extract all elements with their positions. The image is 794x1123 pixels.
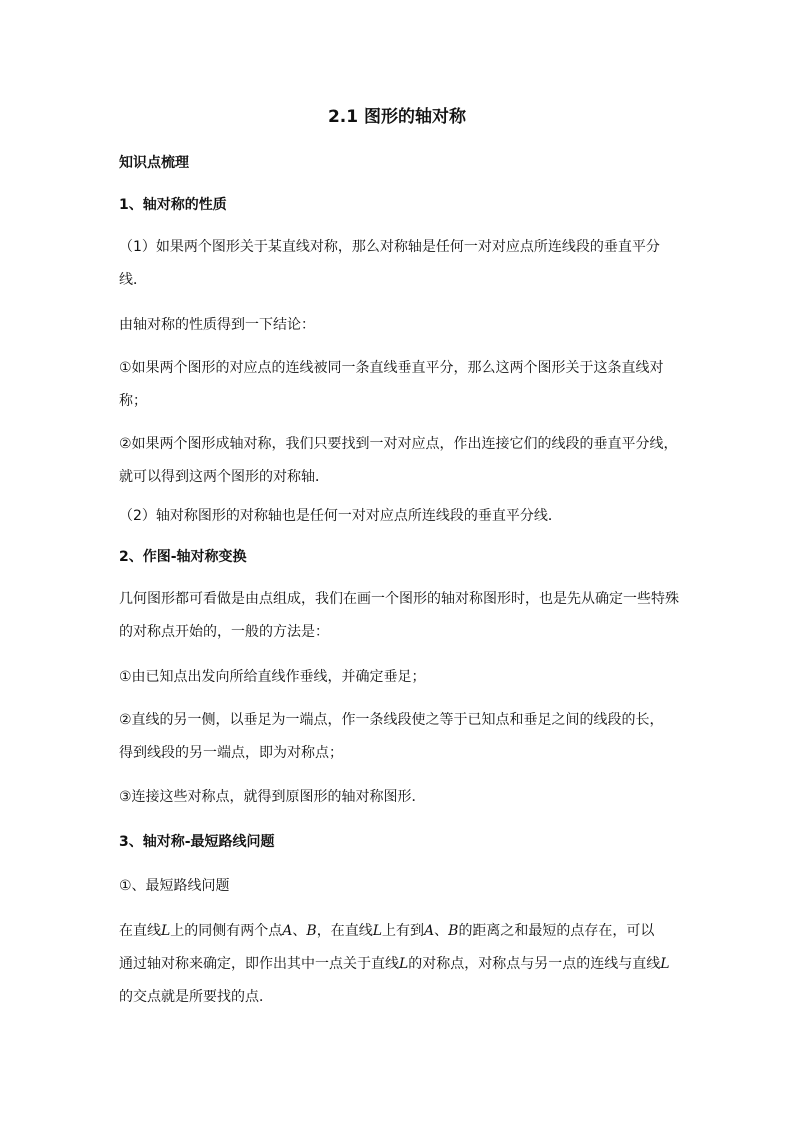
page-title: 2.1 图形的轴对称: [327, 107, 467, 127]
paragraph-step-3: ③连接这些对称点，就得到原图形的轴对称图形．: [119, 789, 426, 805]
paragraph-line: [119, 921, 670, 941]
paragraph-conclusion-intro: 由轴对称的性质得到一下结论：: [119, 317, 315, 333]
paragraph-line: 的交点就是所要找的点．: [119, 989, 273, 1005]
paragraph-line: 几何图形都可看做是由点组成，我们在画一个图形的轴对称图形时，也是先从确定一些特殊: [119, 591, 679, 607]
variable-l: L: [161, 923, 171, 939]
paragraph-line: （1）如果两个图形关于某直线对称，那么对称轴是任何一对对应点所连线段的垂直平分: [119, 239, 660, 255]
text-run: 的对称点，对称点与另一点的连线与直线: [408, 956, 661, 972]
section-heading: 知识点梳理: [119, 155, 189, 171]
paragraph-shortest-path-body: [119, 921, 670, 1007]
variable-b: B: [306, 923, 317, 939]
paragraph-line: [119, 954, 670, 974]
paragraph-conclusion-2: [119, 434, 678, 487]
paragraph-line: 线．: [119, 272, 147, 288]
variable-l: L: [372, 923, 383, 939]
text-run: 通过轴对称来确定，即作出其中一点关于直线: [119, 956, 399, 972]
paragraph-step-2: [119, 710, 664, 763]
variable-l: L: [399, 956, 409, 972]
text-run: 上的同侧有两个点: [170, 923, 283, 939]
variable-l: L: [660, 956, 670, 972]
heading-shortest-path: 3、轴对称-最短路线问题: [119, 834, 275, 850]
text-run: 上有到: [382, 923, 425, 939]
paragraph-property-1: [119, 237, 660, 290]
separator: 、: [434, 923, 449, 939]
text-run: 在直线: [119, 923, 161, 939]
paragraph-line: ②直线的另一侧，以垂足为一端点，作一条线段使之等于已知点和垂足之间的线段的长，: [119, 712, 664, 728]
text-run: 的距离之和最短的点存在，可以: [458, 923, 655, 939]
variable-b: B: [448, 923, 459, 939]
paragraph-step-1: ①由已知点出发向所给直线作垂线，并确定垂足；: [119, 669, 426, 685]
paragraph-shortest-path-title: ①、最短路线问题: [119, 878, 230, 894]
heading-reflection-construction: 2、作图-轴对称变换: [119, 549, 247, 565]
text-run: ，在直线: [316, 923, 373, 939]
variable-a: A: [424, 923, 435, 939]
separator: 、: [292, 923, 307, 939]
heading-axis-symmetry-properties: 1、轴对称的性质: [119, 197, 227, 213]
paragraph-line: 得到线段的另一端点，即为对称点；: [119, 745, 343, 761]
paragraph-conclusion-1: [119, 358, 664, 411]
paragraph-property-2: （2）轴对称图形的对称轴也是任何一对对应点所连线段的垂直平分线．: [119, 508, 562, 524]
paragraph-line: 称；: [119, 393, 147, 409]
paragraph-line: ②如果两个图形成轴对称，我们只要找到一对对应点，作出连接它们的线段的垂直平分线，: [119, 436, 678, 452]
paragraph-construction-intro: [119, 589, 679, 642]
paragraph-line: 的对称点开始的，一般的方法是：: [119, 624, 329, 640]
paragraph-line: 就可以得到这两个图形的对称轴．: [119, 469, 329, 485]
paragraph-line: ①如果两个图形的对应点的连线被同一条直线垂直平分，那么这两个图形关于这条直线对: [119, 360, 664, 376]
variable-a: A: [282, 923, 293, 939]
